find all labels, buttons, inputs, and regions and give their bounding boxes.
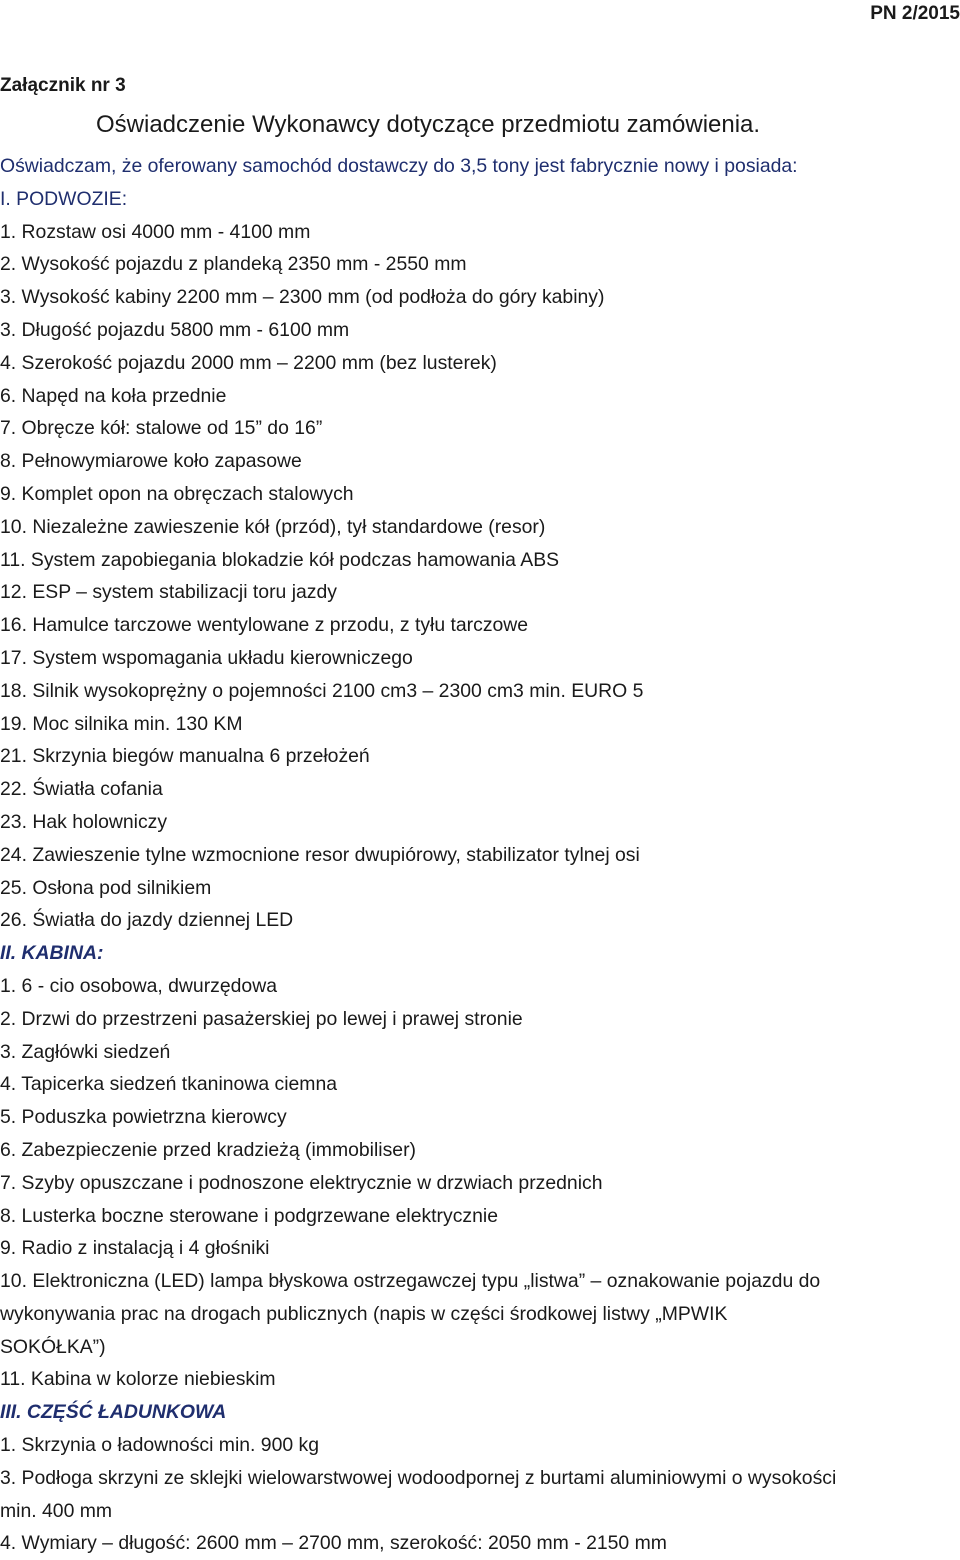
list-item: 24. Zawieszenie tylne wzmocnione resor dwupiórowy, stabilizator tylnej osi	[0, 843, 640, 866]
list-item: 6. Napęd na koła przednie	[0, 384, 227, 407]
list-item: 4. Wymiary – długość: 2600 mm – 2700 mm, szerokość: 2050 mm - 2150 mm	[0, 1532, 667, 1555]
list-item: 18. Silnik wysokoprężny o pojemności 2100 cm3 – 2300 cm3 min. EURO 5	[0, 679, 644, 702]
list-item: 21. Skrzynia biegów manualna 6 przełożeń	[0, 745, 370, 768]
list-item: 8. Pełnowymiarowe koło zapasowe	[0, 450, 302, 473]
annex-label: Załącznik nr 3	[0, 75, 126, 96]
list-item: 8. Lusterka boczne sterowane i podgrzewane elektrycznie	[0, 1204, 498, 1227]
list-item-line: SOKÓŁKA”)	[0, 1335, 106, 1358]
list-item-line: min. 400 mm	[0, 1499, 113, 1522]
declaration-text: Oświadczam, że oferowany samochód dostawczy do 3,5 tony jest fabrycznie nowy i posiada:	[0, 155, 798, 177]
list-item: 9. Komplet opon na obręczach stalowych	[0, 482, 354, 505]
list-item: 2. Wysokość pojazdu z plandeką 2350 mm - 2550 mm	[0, 253, 467, 276]
list-item: 11. System zapobiegania blokadzie kół podczas hamowania ABS	[0, 548, 560, 571]
list-item: 1. Rozstaw osi 4000 mm - 4100 mm	[0, 220, 311, 243]
list-item: 4. Szerokość pojazdu 2000 mm – 2200 mm (bez lusterek)	[0, 351, 497, 374]
list-item: 7. Szyby opuszczane i podnoszone elektrycznie w drzwiach przednich	[0, 1171, 603, 1194]
page-title: Oświadczenie Wykonawcy dotyczące przedmiotu zamówienia.	[96, 111, 761, 138]
list-item: 3. Zagłówki siedzeń	[0, 1040, 171, 1063]
list-item-line: wykonywania prac na drogach publicznych (napis w części środkowej listwy „MPWIK	[0, 1302, 728, 1325]
list-item: 11. Kabina w kolorze niebieskim	[0, 1368, 276, 1391]
list-item: 1. 6 - cio osobowa, dwurzędowa	[0, 974, 278, 997]
list-item: 17. System wspomagania układu kierowniczego	[0, 646, 413, 669]
list-item: 5. Poduszka powietrzna kierowcy	[0, 1106, 287, 1129]
list-item: 4. Tapicerka siedzeń tkaninowa ciemna	[0, 1073, 338, 1096]
section-heading-cargo: III. CZĘŚĆ ŁADUNKOWA	[0, 1401, 227, 1424]
list-item: 3. Wysokość kabiny 2200 mm – 2300 mm (od podłoża do góry kabiny)	[0, 286, 605, 309]
list-item: 7. Obręcze kół: stalowe od 15” do 16”	[0, 417, 323, 440]
document-reference: PN 2/2015	[870, 3, 960, 24]
list-item: 22. Światła cofania	[0, 778, 163, 801]
list-item: 19. Moc silnika min. 130 KM	[0, 712, 243, 735]
document-content	[0, 150, 940, 1560]
list-item: 1. Skrzynia o ładowności min. 900 kg	[0, 1434, 320, 1457]
section-heading-cabin: II. KABINA:	[0, 942, 104, 965]
list-item: 2. Drzwi do przestrzeni pasażerskiej po lewej i prawej stronie	[0, 1007, 523, 1030]
list-item: 3. Długość pojazdu 5800 mm - 6100 mm	[0, 318, 350, 341]
list-item: 10. Niezależne zawieszenie kół (przód), tył standardowe (resor)	[0, 515, 546, 538]
list-item: 9. Radio z instalacją i 4 głośniki	[0, 1237, 270, 1260]
list-item: 12. ESP – system stabilizacji toru jazdy	[0, 581, 337, 604]
section-heading-chassis: I. PODWOZIE:	[0, 187, 128, 210]
list-item: 16. Hamulce tarczowe wentylowane z przodu, z tyłu tarczowe	[0, 614, 529, 637]
list-item: 6. Zabezpieczenie przed kradzieżą (immobiliser)	[0, 1138, 416, 1161]
list-item-line: 10. Elektroniczna (LED) lampa błyskowa ostrzegawczej typu „listwa” – oznakowanie pojazdu do	[0, 1270, 821, 1293]
list-item-line: 3. Podłoga skrzyni ze sklejki wielowarstwowej wodoodpornej z burtami aluminiowymi o wysokości	[0, 1466, 837, 1489]
list-item: 25. Osłona pod silnikiem	[0, 876, 212, 899]
list-item: 23. Hak holowniczy	[0, 810, 168, 833]
list-item: 26. Światła do jazdy dziennej LED	[0, 909, 294, 932]
